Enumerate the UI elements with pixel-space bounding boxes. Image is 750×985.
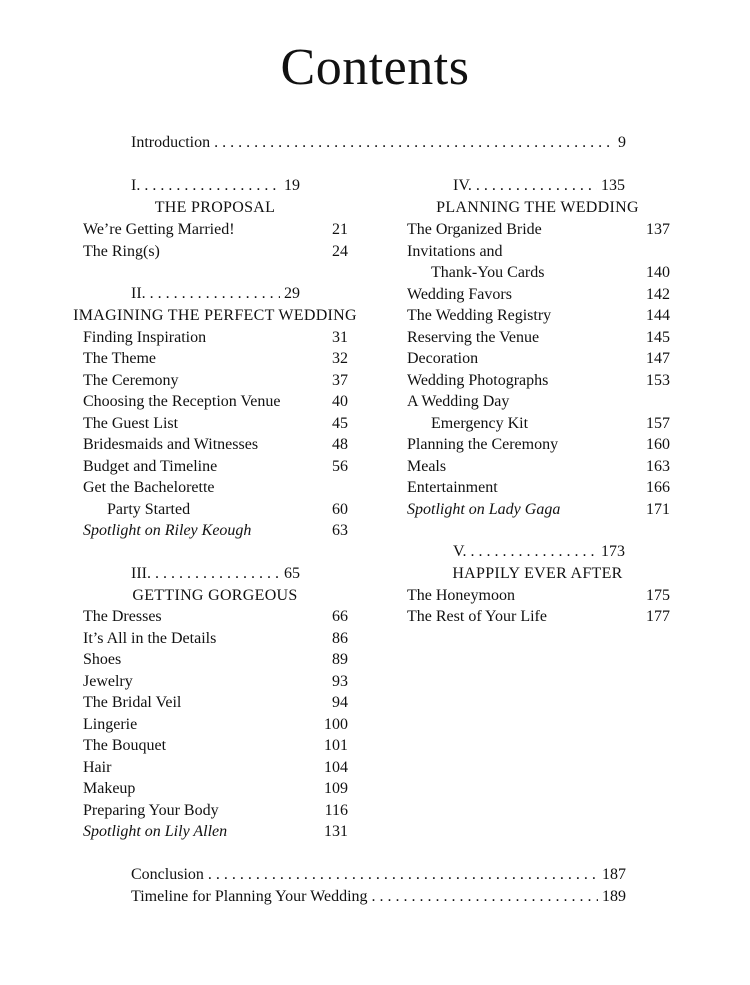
toc-entry[interactable] [407, 585, 670, 607]
toc-page: 32 [332, 350, 348, 367]
leader-dots [372, 886, 598, 908]
toc-page: 131 [324, 823, 348, 840]
section-3-numeral[interactable] [131, 563, 300, 585]
toc-entry[interactable] [83, 800, 348, 822]
toc-entry[interactable] [83, 241, 348, 263]
toc-page: 140 [646, 264, 670, 281]
toc-entry[interactable] [407, 241, 670, 263]
toc-page: 66 [332, 608, 348, 625]
section-5-heading: HAPPILY EVER AFTER [452, 565, 623, 582]
toc-page: 40 [332, 393, 348, 410]
section-page: 29 [284, 285, 300, 302]
toc-entry[interactable] [407, 391, 670, 413]
toc-entry[interactable] [83, 735, 348, 757]
section-numeral: III. [131, 565, 151, 582]
toc-page: 142 [646, 286, 670, 303]
toc-label: Hair [83, 759, 112, 776]
toc-label: Party Started [107, 501, 191, 518]
toc-entry[interactable] [83, 434, 348, 456]
leader-dots [214, 132, 614, 154]
toc-entry[interactable] [83, 606, 348, 628]
section-numeral: V. [453, 543, 467, 560]
toc-entry[interactable] [407, 477, 670, 499]
toc-entry[interactable] [83, 671, 348, 693]
toc-label: Wedding Photographs [407, 372, 549, 389]
toc-entry[interactable] [83, 778, 348, 800]
toc-page: 153 [646, 372, 670, 389]
toc-page: 144 [646, 307, 670, 324]
toc-label: Spotlight on Riley Keough [83, 522, 252, 539]
toc-label: The Ceremony [83, 372, 179, 389]
section-4-numeral[interactable] [453, 175, 625, 197]
toc-page: 109 [324, 780, 348, 797]
toc-page: 163 [646, 458, 670, 475]
section-numeral: II. [131, 285, 146, 302]
toc-label: Thank-You Cards [431, 264, 545, 281]
toc-page: 137 [646, 221, 670, 238]
toc-label: Choosing the Reception Venue [83, 393, 281, 410]
toc-label: The Wedding Registry [407, 307, 552, 324]
toc-conclusion[interactable] [131, 864, 626, 886]
toc-label: A Wedding Day [407, 393, 510, 410]
toc-page: 37 [332, 372, 348, 389]
toc-entry[interactable] [407, 327, 670, 349]
toc-label: Budget and Timeline [83, 458, 218, 475]
toc-entry[interactable] [83, 413, 348, 435]
toc-entry[interactable] [431, 262, 670, 284]
toc-label: Entertainment [407, 479, 498, 496]
toc-page: 101 [324, 737, 348, 754]
toc-label: Invitations and [407, 243, 503, 260]
toc-entry[interactable] [83, 628, 348, 650]
leader-dots [208, 864, 598, 886]
toc-page: 175 [646, 587, 670, 604]
section-page: 135 [601, 177, 625, 194]
toc-page: 145 [646, 329, 670, 346]
toc-page: 147 [646, 350, 670, 367]
toc-entry-spotlight[interactable] [83, 821, 348, 843]
toc-entry[interactable] [83, 649, 348, 671]
toc-label: Shoes [83, 651, 122, 668]
toc-page: 45 [332, 415, 348, 432]
toc-entry[interactable] [407, 606, 670, 628]
toc-label: It’s All in the Details [83, 630, 217, 647]
toc-page: 94 [332, 694, 348, 711]
toc-page: 63 [332, 522, 348, 539]
toc-label: Planning the Ceremony [407, 436, 559, 453]
toc-label: Jewelry [83, 673, 133, 690]
toc-page: 24 [332, 243, 348, 260]
section-1-heading: THE PROPOSAL [154, 199, 276, 216]
toc-label: Reserving the Venue [407, 329, 540, 346]
toc-page: 171 [646, 501, 670, 518]
leader-dots [471, 541, 598, 563]
toc-label: The Dresses [83, 608, 162, 625]
toc-entry[interactable] [407, 434, 670, 456]
section-4-heading: PLANNING THE WEDDING [436, 199, 639, 216]
toc-entry[interactable] [83, 370, 348, 392]
toc-page: 89 [332, 651, 348, 668]
toc-page: 187 [602, 866, 626, 883]
toc-entry-spotlight[interactable] [83, 520, 348, 542]
section-5-numeral[interactable] [453, 541, 625, 563]
toc-entry[interactable] [83, 757, 348, 779]
toc-label: Lingerie [83, 716, 138, 733]
toc-label: Wedding Favors [407, 286, 512, 303]
toc-entry[interactable] [407, 348, 670, 370]
toc-label: The Organized Bride [407, 221, 542, 238]
toc-label: The Theme [83, 350, 157, 367]
toc-label: Bridesmaids and Witnesses [83, 436, 259, 453]
section-numeral: IV. [453, 177, 472, 194]
section-1-numeral[interactable] [131, 175, 300, 197]
toc-label: Meals [407, 458, 447, 475]
toc-entry[interactable] [83, 456, 348, 478]
toc-label: Conclusion [131, 866, 204, 883]
toc-label: Preparing Your Body [83, 802, 219, 819]
toc-label: Emergency Kit [431, 415, 529, 432]
toc-page: 104 [324, 759, 348, 776]
leader-dots [144, 175, 280, 197]
section-3-heading: GETTING GORGEOUS [132, 587, 298, 604]
toc-page: 60 [332, 501, 348, 518]
toc-page: 116 [324, 802, 348, 819]
toc-entry[interactable] [407, 305, 670, 327]
leader-dots [150, 283, 280, 305]
toc-page: 56 [332, 458, 348, 475]
toc-page: 177 [646, 608, 670, 625]
toc-page: 31 [332, 329, 348, 346]
toc-entry-spotlight[interactable] [407, 499, 670, 521]
toc-entry[interactable] [407, 456, 670, 478]
toc-label: Get the Bachelorette [83, 479, 215, 496]
toc-entry[interactable] [83, 391, 348, 413]
toc-label: Spotlight on Lady Gaga [407, 501, 561, 518]
section-page: 173 [601, 543, 625, 560]
toc-entry[interactable] [83, 692, 348, 714]
toc-label: Finding Inspiration [83, 329, 207, 346]
toc-introduction[interactable] [131, 132, 626, 154]
section-page: 19 [284, 177, 300, 194]
toc-label: The Honeymoon [407, 587, 515, 604]
toc-entry[interactable] [83, 219, 348, 241]
toc-entry[interactable] [431, 413, 670, 435]
toc-page: 93 [332, 673, 348, 690]
section-2-heading: IMAGINING THE PERFECT WEDDING [73, 307, 357, 324]
toc-entry[interactable] [83, 714, 348, 736]
toc-entry[interactable] [83, 327, 348, 349]
toc-label: The Guest List [83, 415, 179, 432]
toc-label: Spotlight on Lily Allen [83, 823, 228, 840]
toc-entry[interactable] [83, 348, 348, 370]
toc-label: The Rest of Your Life [407, 608, 547, 625]
toc-entry[interactable] [407, 219, 670, 241]
toc-label: Introduction [131, 134, 211, 151]
toc-entry[interactable] [107, 499, 348, 521]
toc-entry[interactable] [407, 370, 670, 392]
toc-entry[interactable] [407, 284, 670, 306]
toc-page: 157 [646, 415, 670, 432]
toc-page: 48 [332, 436, 348, 453]
toc-page: 86 [332, 630, 348, 647]
toc-label: Makeup [83, 780, 136, 797]
toc-label: We’re Getting Married! [83, 221, 235, 238]
toc-entry[interactable] [83, 477, 348, 499]
section-page: 65 [284, 565, 300, 582]
toc-page: 160 [646, 436, 670, 453]
toc-timeline[interactable] [131, 886, 626, 908]
page-title: Contents [280, 39, 470, 96]
toc-label: Decoration [407, 350, 479, 367]
leader-dots [155, 563, 280, 585]
toc-page: 9 [618, 134, 626, 151]
toc-label: The Ring(s) [83, 243, 160, 260]
toc-label: The Bouquet [83, 737, 167, 754]
section-2-numeral[interactable] [131, 283, 300, 305]
toc-page: 189 [602, 888, 626, 905]
toc-label: The Bridal Veil [83, 694, 182, 711]
toc-label: Timeline for Planning Your Wedding [131, 888, 368, 905]
section-numeral: I. [131, 177, 141, 194]
toc-page: 100 [324, 716, 348, 733]
toc-page: 21 [332, 221, 348, 238]
toc-page: 166 [646, 479, 670, 496]
leader-dots [476, 175, 597, 197]
